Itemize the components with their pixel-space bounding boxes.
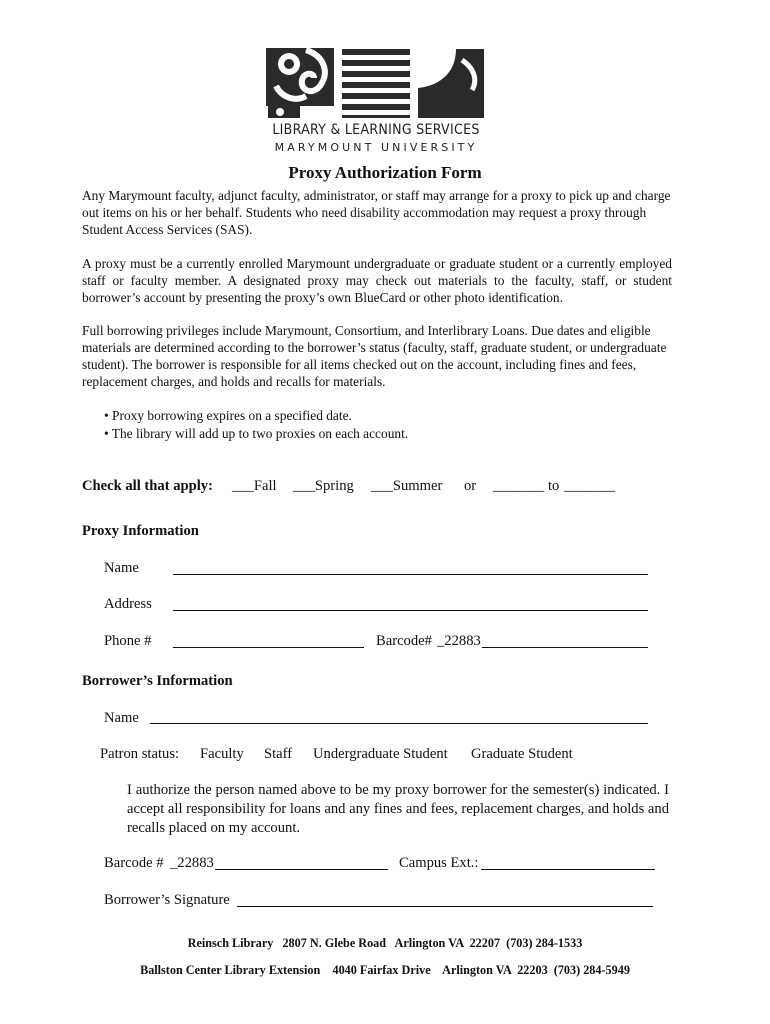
proxy-name-field[interactable] — [173, 574, 648, 575]
borrower-name-label: Name — [104, 710, 139, 726]
signature-label: Borrower’s Signature — [104, 892, 230, 908]
logo-subtitle: MARYMOUNT UNIVERSITY — [274, 141, 478, 154]
proxy-info-heading: Proxy Information — [82, 523, 199, 539]
fall-checkbox[interactable]: ___Fall — [232, 478, 277, 494]
spring-checkbox[interactable]: ___Spring — [293, 478, 354, 494]
patron-status-label: Patron status: — [100, 746, 180, 762]
proxy-address-field[interactable] — [173, 610, 648, 611]
status-option-undergraduate[interactable]: Undergraduate Student — [313, 746, 448, 762]
proxy-address-label: Address — [104, 596, 152, 612]
campus-ext-label: Campus Ext.: — [399, 855, 479, 871]
intro-paragraph-1: Any Marymount faculty, adjunct faculty, administrator, or staff may arrange for a proxy to pick up and charge out items on his or her behalf. Students who need disability accommodation may request a proxy through Student Access Services (SAS). — [82, 188, 671, 237]
proxy-phone-label: Phone # — [104, 633, 152, 649]
proxy-barcode-field[interactable] — [482, 647, 648, 648]
signature-field[interactable] — [237, 906, 653, 907]
authorization-statement: I authorize the person named above to be my proxy borrower for the semester(s) indicated. I accept all responsibility for loans and any fines and fees, replacement charges, and holds and recalls placed on my account. — [127, 782, 669, 836]
proxy-name-label: Name — [104, 560, 139, 576]
bullet-item: • Proxy borrowing expires on a specified date. — [104, 408, 352, 423]
start-date-field[interactable]: _______ — [493, 478, 545, 494]
footer-ballston-address: Ballston Center Library Extension 4040 Fairfax Drive Arlington VA 22203 (703) 284-5949 — [140, 963, 630, 977]
bullet-item: • The library will add up to two proxies on each account. — [104, 426, 409, 441]
summer-checkbox[interactable]: ___Summer — [371, 478, 443, 494]
borrower-barcode-field[interactable] — [215, 869, 388, 870]
footer-reinsch-address: Reinsch Library 2807 N. Glebe Road Arlington VA 22207 (703) 284-1533 — [187, 936, 583, 950]
borrower-barcode-prefix: _22883 — [170, 855, 214, 871]
status-option-staff[interactable]: Staff — [264, 746, 293, 762]
campus-ext-field[interactable] — [481, 869, 655, 870]
status-option-faculty[interactable]: Faculty — [200, 746, 244, 762]
borrower-name-field[interactable] — [150, 723, 648, 724]
to-text: to — [548, 478, 560, 494]
check-all-label: Check all that apply: — [82, 478, 213, 494]
end-date-field[interactable]: _______ — [564, 478, 616, 494]
borrower-info-heading: Borrower’s Information — [82, 673, 233, 689]
or-text: or — [464, 478, 477, 494]
intro-paragraph-2: A proxy must be a currently enrolled Marymount undergraduate or graduate student or a currently employed staff or faculty member. A designated proxy may check out materials to the faculty, staff, or student borrower’s account by presenting the proxy’s own BlueCard or other photo identification. — [82, 256, 672, 305]
logo-title: LIBRARY & LEARNING SERVICES — [272, 122, 480, 138]
status-option-graduate[interactable]: Graduate Student — [471, 746, 573, 762]
borrower-barcode-label: Barcode # — [104, 855, 164, 871]
page-title: Proxy Authorization Form — [288, 163, 482, 182]
intro-paragraph-3: Full borrowing privileges include Marymount, Consortium, and Interlibrary Loans. Due dates and eligible materials are determined according to the borrower’s status (faculty, staff, graduate student, or undergraduate student). The borrower is responsible for all items checked out on the account, including fines and fees, replacement charges, and holds and recalls for materials. — [82, 323, 667, 389]
proxy-barcode-label: Barcode# — [376, 633, 432, 649]
proxy-barcode-prefix: _22883 — [437, 633, 481, 649]
proxy-phone-field[interactable] — [173, 647, 364, 648]
